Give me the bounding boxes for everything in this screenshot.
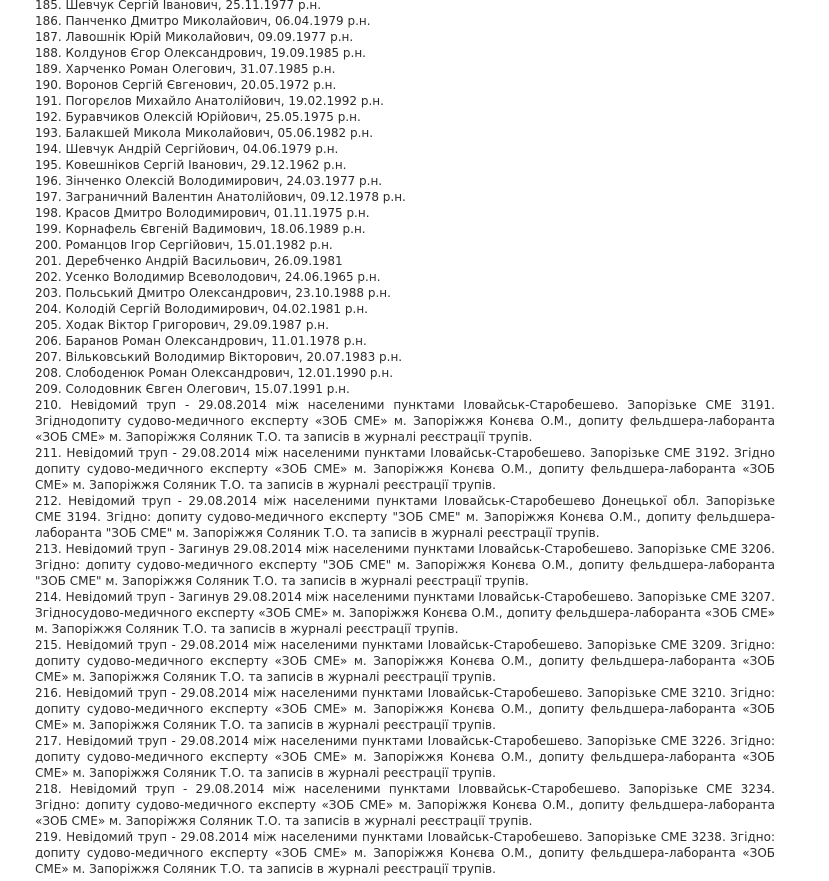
list-item: 188. Колдунов Єгор Олександрович, 19.09.1985 р.н. [35,46,366,60]
list-item: 217. Невідомий труп - 29.08.2014 між населеними пунктами Іловайськ-Старобешево. Запорізьке СМЕ 3226. Згідно: допиту судово-медичного експерту «ЗОБ СМЕ» м. Запоріжжя Конєва О.М., допиту фельдшера-лаборанта «ЗОБ СМЕ» м. Запоріжжя Соляник Т.О. та записів в журналі реєстрації трупів. [35,734,775,780]
list-item: 185. Шевчук Сергій Іванович, 25.11.1977 р.н. [35,0,322,12]
list-item: 186. Панченко Дмитро Миколайович, 06.04.1979 р.н. [35,14,371,28]
list-item: 187. Лавошнік Юрій Миколайович, 09.09.1977 р.н. [35,30,354,44]
list-item: 203. Польський Дмитро Олександрович, 23.10.1988 р.н. [35,286,391,300]
list-item: 189. Харченко Роман Олегович, 31.07.1985 р.н. [35,62,336,76]
list-item: 199. Корнафель Євгеній Вадимович, 18.06.1989 р.н. [35,222,366,236]
list-item: 195. Ковешніков Сергій Іванович, 29.12.1962 р.н. [35,158,347,172]
list-item: 200. Романцов Ігор Сергійович, 15.01.1982 р.н. [35,238,333,252]
list-item: 210. Невідомий труп - 29.08.2014 між населеними пунктами Іловайськ-Старобешево. Запорізьке СМЕ 3191. Згіднодопиту судово-медичного експерту «ЗОБ СМЕ» м. Запоріжжя Конєва О.М., допиту фельдшера-лаборанта «ЗОБ СМЕ» м. Запоріжжя Соляник Т.О. та записів в журналі реєстрації трупів. [35,398,775,444]
list-item: 202. Усенко Володимир Всеволодович, 24.06.1965 р.н. [35,270,381,284]
list-item: 192. Буравчиков Олексій Юрійович, 25.05.1975 р.н. [35,110,361,124]
list-item: 194. Шевчук Андрій Сергійович, 04.06.1979 р.н. [35,142,339,156]
list-item: 204. Колодій Сергій Володимирович, 04.02.1981 р.н. [35,302,368,316]
list-item: 190. Воронов Сергій Євгенович, 20.05.1972 р.н. [35,78,337,92]
list-item: 205. Ходак Віктор Григорович, 29.09.1987 р.н. [35,318,329,332]
list-item: 219. Невідомий труп - 29.08.2014 між населеними пунктами Іловайськ-Старобешево. Запорізьке СМЕ 3238. Згідно: допиту судово-медичного експерту «ЗОБ СМЕ» м. Запоріжжя Конєва О.М., допиту фельдшера-лаборанта «ЗОБ СМЕ» м. Запоріжжя Соляник Т.О. та записів в журналі реєстрації трупів. [35,830,775,876]
list-item: 212. Невідомий труп - 29.08.2014 між населеними пунктами Іловайськ-Старобешево Донецької обл. Запорізьке СМЕ 3194. Згідно: допиту судово-медичного експерту "ЗОБ СМЕ" м. Запоріжжя Конєва О.М., допиту фельдшера-лаборанта "ЗОБ СМЕ" м. Запоріжжя Соляник Т.О. та записів в журналі реєстрації трупів. [35,494,775,540]
list-item: 213. Невідомий труп - Загинув 29.08.2014 між населеними пунктами Іловайськ-Старобешево. Запорізьке СМЕ 3206. Згідно: допиту судово-медичного експерту "ЗОБ СМЕ" м. Запоріжжя Конєва О.М., допиту фельдшера-лаборанта "ЗОБ СМЕ" м. Запоріжжя Соляник Т.О. та записів в журналі реєстрації трупів. [35,542,775,588]
list-item: 193. Балакшей Микола Миколайович, 05.06.1982 р.н. [35,126,374,140]
list-item: 191. Погорєлов Михайло Анатолійович, 19.02.1992 р.н. [35,94,384,108]
list-item: 218. Невідомий труп - 29.08.2014 між населеними пунктами Іловвайськ-Старобешево. Запорізьке СМЕ 3234. Згідно: допиту судово-медичного експерту «ЗОБ СМЕ» м. Запоріжжя Конєва О.М., допиту фельдшера-лаборанта «ЗОБ СМЕ» м. Запоріжжя Соляник Т.О. та записів в журналі реєстрації трупів. [35,782,775,828]
list-item: 214. Невідомий труп - Загинув 29.08.2014 між населеними пунктами Іловайськ-Старобешево. Запорізьке СМЕ 3207. Згідносудово-медичного експерту «ЗОБ СМЕ» м. Запоріжжя Конєва О.М., допиту фельдшера-лаборанта «ЗОБ СМЕ» м. Запоріжжя Соляник Т.О. та записів в журналі реєстрації трупів. [35,590,775,636]
list-item: 196. Зінченко Олексій Володимирович, 24.03.1977 р.н. [35,174,383,188]
list-item: 211. Невідомий труп - 29.08.2014 між населеними пунктами Іловайськ-Старобешево. Запорізьке СМЕ 3192. Згідно допиту судово-медичного експерту «ЗОБ СМЕ» м. Запоріжжя Конєва О.М., допиту фельдшера-лаборанта «ЗОБ СМЕ» м. Запоріжжя Соляник Т.О. та записів в журналі реєстрації трупів. [35,446,775,492]
document-body [35,0,775,877]
list-item: 197. Заграничний Валентин Анатолійович, 09.12.1978 р.н. [35,190,406,204]
list-item: 201. Деребченко Андрій Васильович, 26.09.1981 [35,254,343,268]
list-item: 208. Слободенюк Роман Олександрович, 12.01.1990 р.н. [35,366,394,380]
list-item: 209. Солодовник Євген Олегович, 15.07.1991 р.н. [35,382,350,396]
list-item: 215. Невідомий труп - 29.08.2014 між населеними пунктами Іловайськ-Старобешево. Запорізьке СМЕ 3209. Згідно: допиту судово-медичного експерту «ЗОБ СМЕ» м. Запоріжжя Конєва О.М., допиту фельдшера-лаборанта «ЗОБ СМЕ» м. Запоріжжя Соляник Т.О. та записів в журналі реєстрації трупів. [35,638,775,684]
list-item: 198. Красов Дмитро Володимирович, 01.11.1975 р.н. [35,206,370,220]
list-item: 207. Вільковський Володимир Вікторович, 20.07.1983 р.н. [35,350,403,364]
list-item: 216. Невідомий труп - 29.08.2014 між населеними пунктами Іловайськ-Старобешево. Запорізьке СМЕ 3210. Згідно: допиту судово-медичного експерту «ЗОБ СМЕ» м. Запоріжжя Конєва О.М., допиту фельдшера-лаборанта «ЗОБ СМЕ» м. Запоріжжя Соляник Т.О. та записів в журналі реєстрації трупів. [35,686,775,732]
list-item: 206. Баранов Роман Олександрович, 11.01.1978 р.н. [35,334,367,348]
